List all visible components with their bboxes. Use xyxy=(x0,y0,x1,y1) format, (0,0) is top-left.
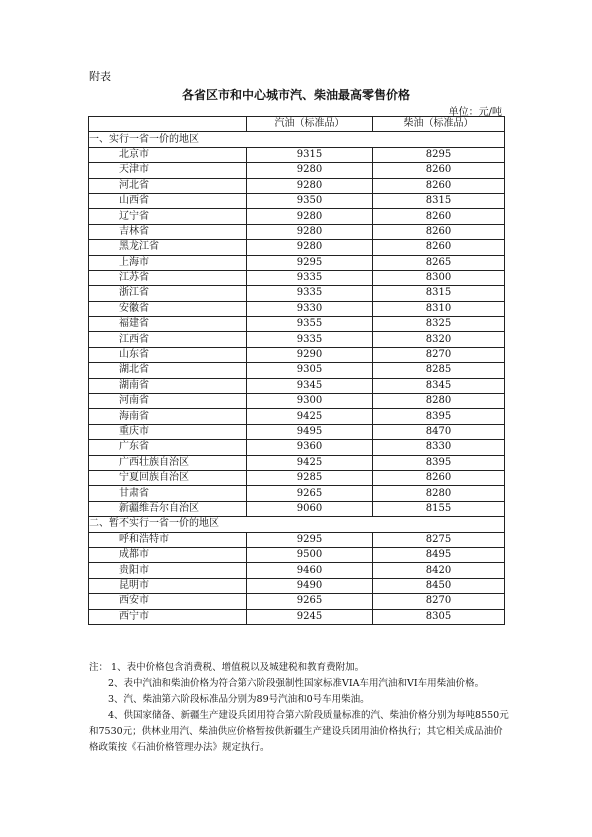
diesel-price: 8260 xyxy=(373,224,505,239)
diesel-price: 8470 xyxy=(373,424,505,439)
table-row xyxy=(89,332,505,347)
notes-block xyxy=(89,660,509,756)
region-name: 北京市 xyxy=(89,147,247,162)
gasoline-price: 9300 xyxy=(247,394,373,409)
diesel-price: 8315 xyxy=(373,286,505,301)
table-row xyxy=(89,363,505,378)
table-row xyxy=(89,440,505,455)
diesel-price: 8260 xyxy=(373,178,505,193)
region-name: 江西省 xyxy=(89,332,247,347)
region-name: 上海市 xyxy=(89,255,247,270)
region-name: 西安市 xyxy=(89,594,247,609)
table-row xyxy=(89,178,505,193)
region-name: 昆明市 xyxy=(89,578,247,593)
section-label: 二、暂不实行一省一价的地区 xyxy=(89,517,505,532)
region-name: 福建省 xyxy=(89,317,247,332)
diesel-price: 8260 xyxy=(373,209,505,224)
note-item: 3、汽、柴油第六阶段标准品分别为89号汽油和0号车用柴油。 xyxy=(108,694,370,705)
region-name: 甘肃省 xyxy=(89,486,247,501)
region-name: 呼和浩特市 xyxy=(89,532,247,547)
diesel-price: 8315 xyxy=(373,193,505,208)
table-row xyxy=(89,594,505,609)
region-name: 成都市 xyxy=(89,547,247,562)
region-name: 宁夏回族自治区 xyxy=(89,470,247,485)
section-row xyxy=(89,132,505,147)
header-region xyxy=(89,117,247,132)
table-row xyxy=(89,394,505,409)
region-name: 广西壮族自治区 xyxy=(89,455,247,470)
diesel-price: 8260 xyxy=(373,470,505,485)
diesel-price: 8320 xyxy=(373,332,505,347)
gasoline-price: 9350 xyxy=(247,193,373,208)
diesel-price: 8330 xyxy=(373,440,505,455)
region-name: 江苏省 xyxy=(89,270,247,285)
diesel-price: 8325 xyxy=(373,317,505,332)
region-name: 海南省 xyxy=(89,409,247,424)
gasoline-price: 9425 xyxy=(247,409,373,424)
table-body xyxy=(89,132,505,625)
region-name: 重庆市 xyxy=(89,424,247,439)
diesel-price: 8450 xyxy=(373,578,505,593)
table-row xyxy=(89,547,505,562)
region-name: 山西省 xyxy=(89,193,247,208)
diesel-price: 8395 xyxy=(373,455,505,470)
gasoline-price: 9265 xyxy=(247,486,373,501)
gasoline-price: 9345 xyxy=(247,378,373,393)
diesel-price: 8265 xyxy=(373,255,505,270)
table-row xyxy=(89,317,505,332)
gasoline-price: 9500 xyxy=(247,547,373,562)
diesel-price: 8270 xyxy=(373,594,505,609)
gasoline-price: 9335 xyxy=(247,286,373,301)
gasoline-price: 9265 xyxy=(247,594,373,609)
table-row xyxy=(89,470,505,485)
diesel-price: 8310 xyxy=(373,301,505,316)
gasoline-price: 9425 xyxy=(247,455,373,470)
gasoline-price: 9315 xyxy=(247,147,373,162)
section-label: 一、实行一省一价的地区 xyxy=(89,132,505,147)
note-item: 4、供国家储备、新疆生产建设兵团用符合第六阶段质量标准的汽、柴油价格分别为每吨8550元和7530元；供林业用汽、柴油供应价格暂按供新疆生产建设兵团用油价格执行；其它相关成品油价格政策按《石油价格管理办法》规定执行。 xyxy=(89,710,509,753)
gasoline-price: 9490 xyxy=(247,578,373,593)
diesel-price: 8395 xyxy=(373,409,505,424)
gasoline-price: 9330 xyxy=(247,301,373,316)
gasoline-price: 9295 xyxy=(247,255,373,270)
diesel-price: 8420 xyxy=(373,563,505,578)
gasoline-price: 9335 xyxy=(247,332,373,347)
unit-label: 单位：元/吨 xyxy=(448,107,502,118)
table-row xyxy=(89,501,505,516)
gasoline-price: 9335 xyxy=(247,270,373,285)
diesel-price: 8260 xyxy=(373,240,505,255)
diesel-price: 8295 xyxy=(373,147,505,162)
gasoline-price: 9280 xyxy=(247,209,373,224)
gasoline-price: 9460 xyxy=(247,563,373,578)
gasoline-price: 9355 xyxy=(247,317,373,332)
region-name: 辽宁省 xyxy=(89,209,247,224)
region-name: 吉林省 xyxy=(89,224,247,239)
table-row xyxy=(89,255,505,270)
diesel-price: 8275 xyxy=(373,532,505,547)
region-name: 黑龙江省 xyxy=(89,240,247,255)
region-name: 广东省 xyxy=(89,440,247,455)
region-name: 西宁市 xyxy=(89,609,247,624)
table-row xyxy=(89,486,505,501)
gasoline-price: 9305 xyxy=(247,363,373,378)
table-row xyxy=(89,409,505,424)
region-name: 浙江省 xyxy=(89,286,247,301)
table-row xyxy=(89,240,505,255)
table-header-row xyxy=(89,117,505,132)
table-row xyxy=(89,609,505,624)
region-name: 山东省 xyxy=(89,347,247,362)
region-name: 贵阳市 xyxy=(89,563,247,578)
region-name: 天津市 xyxy=(89,163,247,178)
table-row xyxy=(89,424,505,439)
price-table xyxy=(88,116,505,625)
table-row xyxy=(89,532,505,547)
region-name: 湖南省 xyxy=(89,378,247,393)
gasoline-price: 9295 xyxy=(247,532,373,547)
region-name: 河北省 xyxy=(89,178,247,193)
diesel-price: 8270 xyxy=(373,347,505,362)
gasoline-price: 9060 xyxy=(247,501,373,516)
diesel-price: 8155 xyxy=(373,501,505,516)
diesel-price: 8260 xyxy=(373,163,505,178)
gasoline-price: 9280 xyxy=(247,163,373,178)
table-row xyxy=(89,347,505,362)
table-row xyxy=(89,163,505,178)
region-name: 安徽省 xyxy=(89,301,247,316)
table-row xyxy=(89,455,505,470)
table-row xyxy=(89,563,505,578)
page-title: 各省区市和中心城市汽、柴油最高零售价格 xyxy=(181,88,410,102)
gasoline-price: 9495 xyxy=(247,424,373,439)
gasoline-price: 9280 xyxy=(247,224,373,239)
gasoline-price: 9360 xyxy=(247,440,373,455)
table-row xyxy=(89,270,505,285)
diesel-price: 8305 xyxy=(373,609,505,624)
diesel-price: 8280 xyxy=(373,394,505,409)
table-row xyxy=(89,147,505,162)
diesel-price: 8300 xyxy=(373,270,505,285)
table-row xyxy=(89,578,505,593)
table-row xyxy=(89,224,505,239)
table-row xyxy=(89,209,505,224)
header-diesel: 柴油（标准品） xyxy=(373,117,505,132)
gasoline-price: 9290 xyxy=(247,347,373,362)
table-row xyxy=(89,193,505,208)
table-row xyxy=(89,301,505,316)
header-gasoline: 汽油（标准品） xyxy=(247,117,373,132)
section-row xyxy=(89,517,505,532)
gasoline-price: 9280 xyxy=(247,240,373,255)
table-row xyxy=(89,286,505,301)
note-item: 2、表中汽油和柴油价格为符合第六阶段强制性国家标准VIA车用汽油和VI车用柴油价格。 xyxy=(108,678,485,689)
diesel-price: 8345 xyxy=(373,378,505,393)
diesel-price: 8280 xyxy=(373,486,505,501)
diesel-price: 8285 xyxy=(373,363,505,378)
table-row xyxy=(89,378,505,393)
gasoline-price: 9245 xyxy=(247,609,373,624)
gasoline-price: 9280 xyxy=(247,178,373,193)
note-item: 注： 1、表中价格包含消费税、增值税以及城建税和教育费附加。 xyxy=(89,662,365,673)
diesel-price: 8495 xyxy=(373,547,505,562)
region-name: 新疆维吾尔自治区 xyxy=(89,501,247,516)
attachment-label: 附表 xyxy=(89,70,111,83)
region-name: 湖北省 xyxy=(89,363,247,378)
gasoline-price: 9285 xyxy=(247,470,373,485)
region-name: 河南省 xyxy=(89,394,247,409)
